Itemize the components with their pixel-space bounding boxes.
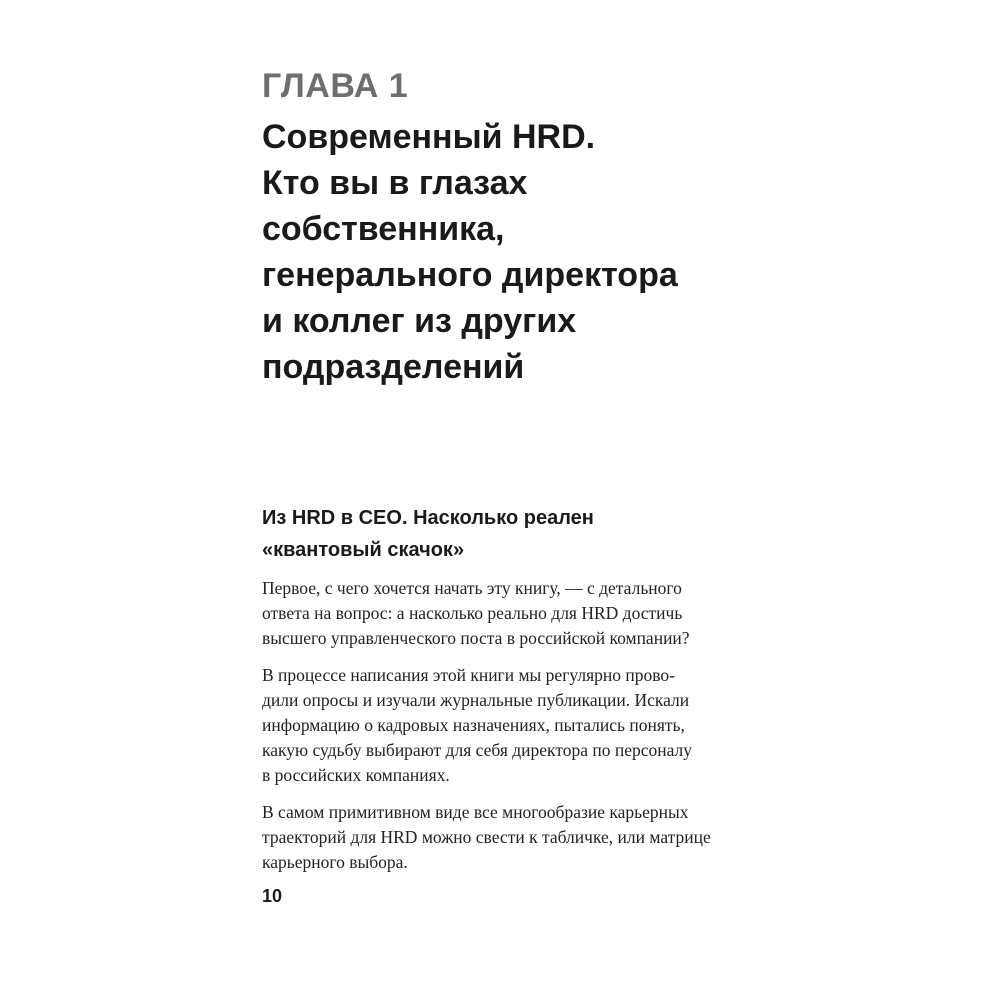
paragraph-line: Первое, с чего хочется начать эту книгу, — с детального	[262, 578, 682, 598]
paragraph-line: В процессе написания этой книги мы регулярно прово-	[262, 665, 675, 685]
section-heading-line: «квантовый скачок»	[262, 539, 465, 561]
paragraph-line: ответа на вопрос: а насколько реально для HRD достичь	[262, 603, 683, 623]
paragraph-line: дили опросы и изучали журнальные публикации. Искали	[262, 690, 690, 710]
paragraph-line: какую судьбу выбирают для себя директора по персоналу	[262, 740, 693, 760]
chapter-title	[262, 114, 782, 390]
paragraph-2	[262, 663, 762, 788]
paragraph-line: карьерного выбора.	[262, 852, 408, 872]
paragraph-line: в российских компаниях.	[262, 765, 450, 785]
section-heading-line: Из HRD в CEO. Насколько реален	[262, 507, 594, 529]
chapter-title-line: и коллег из других	[262, 302, 577, 340]
page-number: 10	[262, 886, 283, 906]
chapter-title-line: подразделений	[262, 348, 525, 386]
body-text	[262, 576, 762, 887]
paragraph-line: В самом примитивном виде все многообразие карьерных	[262, 802, 689, 822]
chapter-title-line: Современный HRD.	[262, 118, 596, 156]
chapter-title-line: Кто вы в глазах	[262, 164, 528, 202]
chapter-title-line: собственника,	[262, 210, 505, 248]
paragraph-3	[262, 800, 762, 875]
chapter-label: ГЛАВА 1	[262, 67, 409, 105]
paragraph-line: траекторий для HRD можно свести к табличке, или матрице	[262, 827, 711, 847]
section-heading	[262, 502, 594, 566]
chapter-title-line: генерального директора	[262, 256, 678, 294]
paragraph-line: высшего управленческого поста в российской компании?	[262, 628, 690, 648]
paragraph-line: информацию о кадровых назначениях, пытались понять,	[262, 715, 685, 735]
paragraph-1	[262, 576, 762, 651]
